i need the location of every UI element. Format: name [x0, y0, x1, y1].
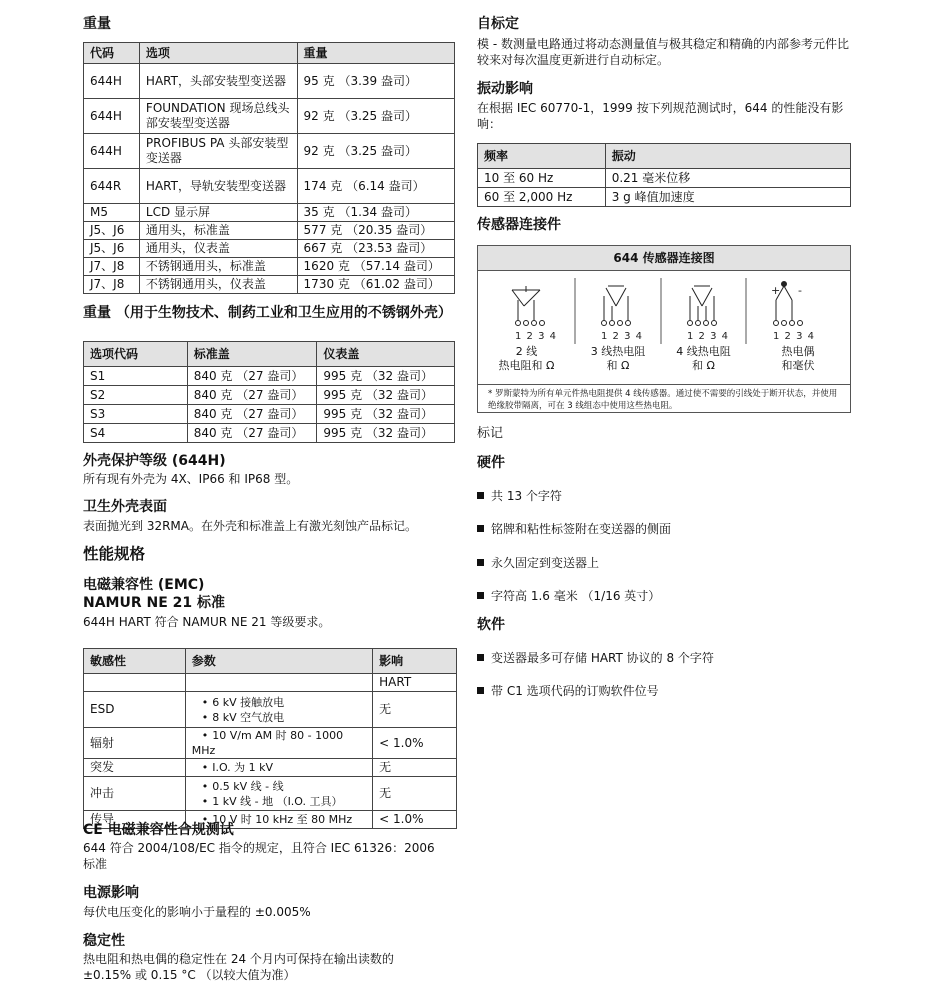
rtd-2wire-icon	[512, 286, 545, 326]
table-row	[84, 386, 455, 405]
vibration-col-frequency: 频率	[478, 144, 606, 169]
ce-heading: CE 电磁兼容性合规测试	[83, 822, 234, 838]
cell: 667 克 （23.53 盎司）	[297, 240, 454, 258]
sanitary-heading: 卫生外壳表面	[83, 499, 167, 515]
list-item: 变送器最多可存储 HART 协议的 8 个字符	[477, 649, 714, 666]
table-row	[84, 169, 455, 204]
vibration-table-header	[478, 144, 851, 169]
cell: 95 克 （3.39 盎司）	[297, 64, 454, 99]
namur-text: 644H HART 符合 NAMUR NE 21 等级要求。	[83, 615, 331, 629]
power-text: 每伏电压变化的影响小于量程的 ±0.005%	[83, 905, 311, 919]
cell: S4	[84, 424, 188, 443]
cell: 1620 克 （57.14 盎司）	[297, 258, 454, 276]
hardware-heading: 硬件	[477, 455, 505, 471]
param-list	[192, 760, 366, 775]
selfcal-heading: 自标定	[477, 16, 519, 32]
table-row	[84, 222, 455, 240]
cell	[185, 692, 372, 728]
bullet-square-icon	[477, 525, 484, 532]
table-row	[84, 134, 455, 169]
terminal-numbers: 1 2 3 4	[601, 331, 643, 342]
emc-subheader-row	[84, 674, 457, 692]
param-item: • 6 kV 接触放电	[192, 695, 366, 710]
cell: 644R	[84, 169, 140, 204]
software-heading: 软件	[477, 617, 505, 633]
vibration-text: 在根据 IEC 60770-1，1999 按下列规范测试时，644 的性能没有影响：	[477, 101, 844, 131]
cell: HART，头部安装型变送器	[139, 64, 297, 99]
sensor-diagram	[477, 245, 851, 413]
selfcal-text: 模 - 数测量电路通过将动态测量值与极其稳定和精确的内部参考元件比较来对每次温度更新进行自动标定。	[477, 37, 849, 67]
power-heading: 电源影响	[83, 885, 139, 901]
table-row	[478, 169, 851, 188]
list-item: 带 C1 选项代码的订购软件位号	[477, 682, 659, 699]
cell: 174 克 （6.14 盎司）	[297, 169, 454, 204]
terminal-numbers: 1 2 3 4	[773, 331, 815, 342]
list-item: 共 13 个字符	[477, 487, 562, 504]
emc-col-susceptibility: 敏感性	[84, 649, 186, 674]
vibration-col-vibration: 振动	[605, 144, 850, 169]
param-list	[192, 728, 366, 758]
polarity-plus: +	[771, 284, 781, 297]
cell: 不锈钢通用头，标准盖	[139, 258, 297, 276]
terminal-numbers: 1 2 3 4	[687, 331, 729, 342]
cell: 无	[373, 777, 457, 811]
cell: S2	[84, 386, 188, 405]
param-item: • 0.5 kV 线 - 线	[192, 779, 366, 794]
cell: M5	[84, 204, 140, 222]
cell: 840 克 （27 盎司）	[187, 424, 317, 443]
cell: FOUNDATION 现场总线头部安装型变送器	[139, 99, 297, 134]
bullet-square-icon	[477, 492, 484, 499]
cell: 突发	[84, 759, 186, 777]
cell: J5、J6	[84, 240, 140, 258]
weight-ss-col-meter: 仪表盖	[317, 342, 455, 367]
sanitary-text: 表面抛光到 32RMA。在外壳和标准盖上有激光刻蚀产品标记。	[83, 519, 417, 533]
polarity-minus: -	[798, 284, 802, 297]
weight-col-code: 代码	[84, 43, 140, 64]
cell: 通用头，标准盖	[139, 222, 297, 240]
cell: < 1.0%	[373, 728, 457, 759]
weight-ss-table-header	[84, 342, 455, 367]
cell: 1730 克 （61.02 盎司）	[297, 276, 454, 294]
cell: 644H	[84, 64, 140, 99]
cell: PROFIBUS PA 头部安装型变送器	[139, 134, 297, 169]
weight-col-weight: 重量	[297, 43, 454, 64]
vibration-heading: 振动影响	[477, 81, 533, 97]
param-item: • I.O. 为 1 kV	[192, 760, 366, 775]
bullet-square-icon	[477, 654, 484, 661]
table-row	[84, 777, 457, 811]
cell: J7、J8	[84, 276, 140, 294]
table-row	[84, 405, 455, 424]
table-row	[84, 99, 455, 134]
namur-heading: NAMUR NE 21 标准	[83, 595, 226, 611]
weight-ss-col-standard: 标准盖	[187, 342, 317, 367]
weight-ss-col-code: 选项代码	[84, 342, 188, 367]
cell: 3 g 峰值加速度	[605, 188, 850, 207]
cell: 995 克 （32 盎司）	[317, 424, 455, 443]
cell: 995 克 （32 盎司）	[317, 405, 455, 424]
ce-text: 644 符合 2004/108/EC 指令的规定，且符合 IEC 61326：2006 标准	[83, 841, 435, 871]
cell: S1	[84, 367, 188, 386]
enclosure-text: 所有现有外壳为 4X、IP66 和 IP68 型。	[83, 472, 299, 486]
emc-heading: 电磁兼容性 (EMC)	[83, 577, 205, 593]
cell: LCD 显示屏	[139, 204, 297, 222]
cell: 0.21 毫米位移	[605, 169, 850, 188]
sensor-heading: 传感器连接件	[477, 217, 561, 233]
list-item: 字符高 1.6 毫米 （1/16 英寸）	[477, 587, 660, 604]
cell: 92 克 （3.25 盎司）	[297, 99, 454, 134]
table-row	[84, 424, 455, 443]
table-row	[84, 64, 455, 99]
sensor-label-thermocouple: 热电偶 和毫伏	[781, 345, 815, 372]
cell: 92 克 （3.25 盎司）	[297, 134, 454, 169]
cell: 不锈钢通用头，仪表盖	[139, 276, 297, 294]
cell: 840 克 （27 盎司）	[187, 405, 317, 424]
bullet-square-icon	[477, 559, 484, 566]
table-row	[84, 258, 455, 276]
weight-heading: 重量	[83, 16, 111, 32]
cell: 35 克 （1.34 盎司）	[297, 204, 454, 222]
cell	[185, 759, 372, 777]
cell: 840 克 （27 盎司）	[187, 367, 317, 386]
terminal-numbers: 1 2 3 4	[515, 331, 557, 342]
cell: 无	[373, 759, 457, 777]
cell: J7、J8	[84, 258, 140, 276]
param-item: • 10 V/m AM 时 80 - 1000 MHz	[192, 728, 366, 758]
param-item: • 1 kV 线 - 地 （I.O. 工具）	[192, 794, 366, 809]
weight-table	[83, 42, 455, 294]
emc-table	[83, 648, 457, 829]
cell	[185, 728, 372, 759]
cell: 辐射	[84, 728, 186, 759]
cell: 644H	[84, 134, 140, 169]
cell: HART，导轨安装型变送器	[139, 169, 297, 204]
marking-heading: 标记	[477, 426, 504, 441]
cell: 传导	[84, 811, 186, 829]
table-row	[84, 692, 457, 728]
cell: S3	[84, 405, 188, 424]
cell: 644H	[84, 99, 140, 134]
bullet-square-icon	[477, 687, 484, 694]
list-item: 铭牌和粘性标签附在变送器的侧面	[477, 520, 671, 537]
cell	[185, 777, 372, 811]
emc-col-parameter: 参数	[185, 649, 372, 674]
cell: 995 克 （32 盎司）	[317, 367, 455, 386]
weight-table-header	[84, 43, 455, 64]
stability-text: 热电阻和热电偶的稳定性在 24 个月内可保持在输出读数的 ±0.15% 或 0.15 °C （以较大值为准）	[83, 952, 394, 982]
cell: 840 克 （27 盎司）	[187, 386, 317, 405]
vibration-table	[477, 143, 851, 207]
sensor-diagram-title: 644 传感器连接图	[478, 246, 850, 271]
sensor-wiring-svg	[478, 278, 850, 344]
param-item: • 8 kV 空气放电	[192, 710, 366, 725]
param-list	[192, 695, 366, 725]
cell: 995 克 （32 盎司）	[317, 386, 455, 405]
cell: 冲击	[84, 777, 186, 811]
table-row	[478, 188, 851, 207]
emc-subheader-hart: HART	[373, 674, 457, 692]
cell: 10 至 60 Hz	[478, 169, 606, 188]
weight-col-option: 选项	[139, 43, 297, 64]
list-item: 永久固定到变送器上	[477, 554, 599, 571]
cell: 无	[373, 692, 457, 728]
sensor-footnote: * 罗斯蒙特为所有单元件热电阻提供 4 线传感器。通过使不需要的引线处于断开状态，并使用绝缘胶带隔离，可在 3 线组态中使用这些热电阻。	[478, 384, 850, 412]
sensor-label-2wire: 2 线 热电阻和 Ω	[498, 345, 555, 372]
stability-heading: 稳定性	[83, 933, 125, 949]
sensor-label-4wire: 4 线热电阻 和 Ω	[676, 345, 731, 372]
emc-col-effect: 影响	[373, 649, 457, 674]
cell: < 1.0%	[373, 811, 457, 829]
param-item: • 10 V 时 10 kHz 至 80 MHz	[192, 812, 366, 827]
cell: 通用头，仪表盖	[139, 240, 297, 258]
param-list	[192, 779, 366, 809]
table-row	[84, 759, 457, 777]
cell: 60 至 2,000 Hz	[478, 188, 606, 207]
sensor-label-3wire: 3 线热电阻 和 Ω	[590, 345, 646, 372]
table-row	[84, 367, 455, 386]
cell: ESD	[84, 692, 186, 728]
emc-table-header	[84, 649, 457, 674]
table-row	[84, 204, 455, 222]
cell: J5、J6	[84, 222, 140, 240]
table-row	[84, 728, 457, 759]
table-row	[84, 276, 455, 294]
rtd-3wire-icon	[602, 286, 631, 326]
cell: 577 克 （20.35 盎司）	[297, 222, 454, 240]
performance-heading: 性能规格	[83, 545, 146, 563]
weight-ss-table	[83, 341, 455, 443]
enclosure-heading: 外壳保护等级 (644H)	[83, 453, 226, 469]
table-row	[84, 240, 455, 258]
rtd-4wire-icon	[688, 286, 717, 326]
bullet-square-icon	[477, 592, 484, 599]
weight-ss-heading: 重量 （用于生物技术、制药工业和卫生应用的不锈钢外壳）	[83, 305, 452, 321]
